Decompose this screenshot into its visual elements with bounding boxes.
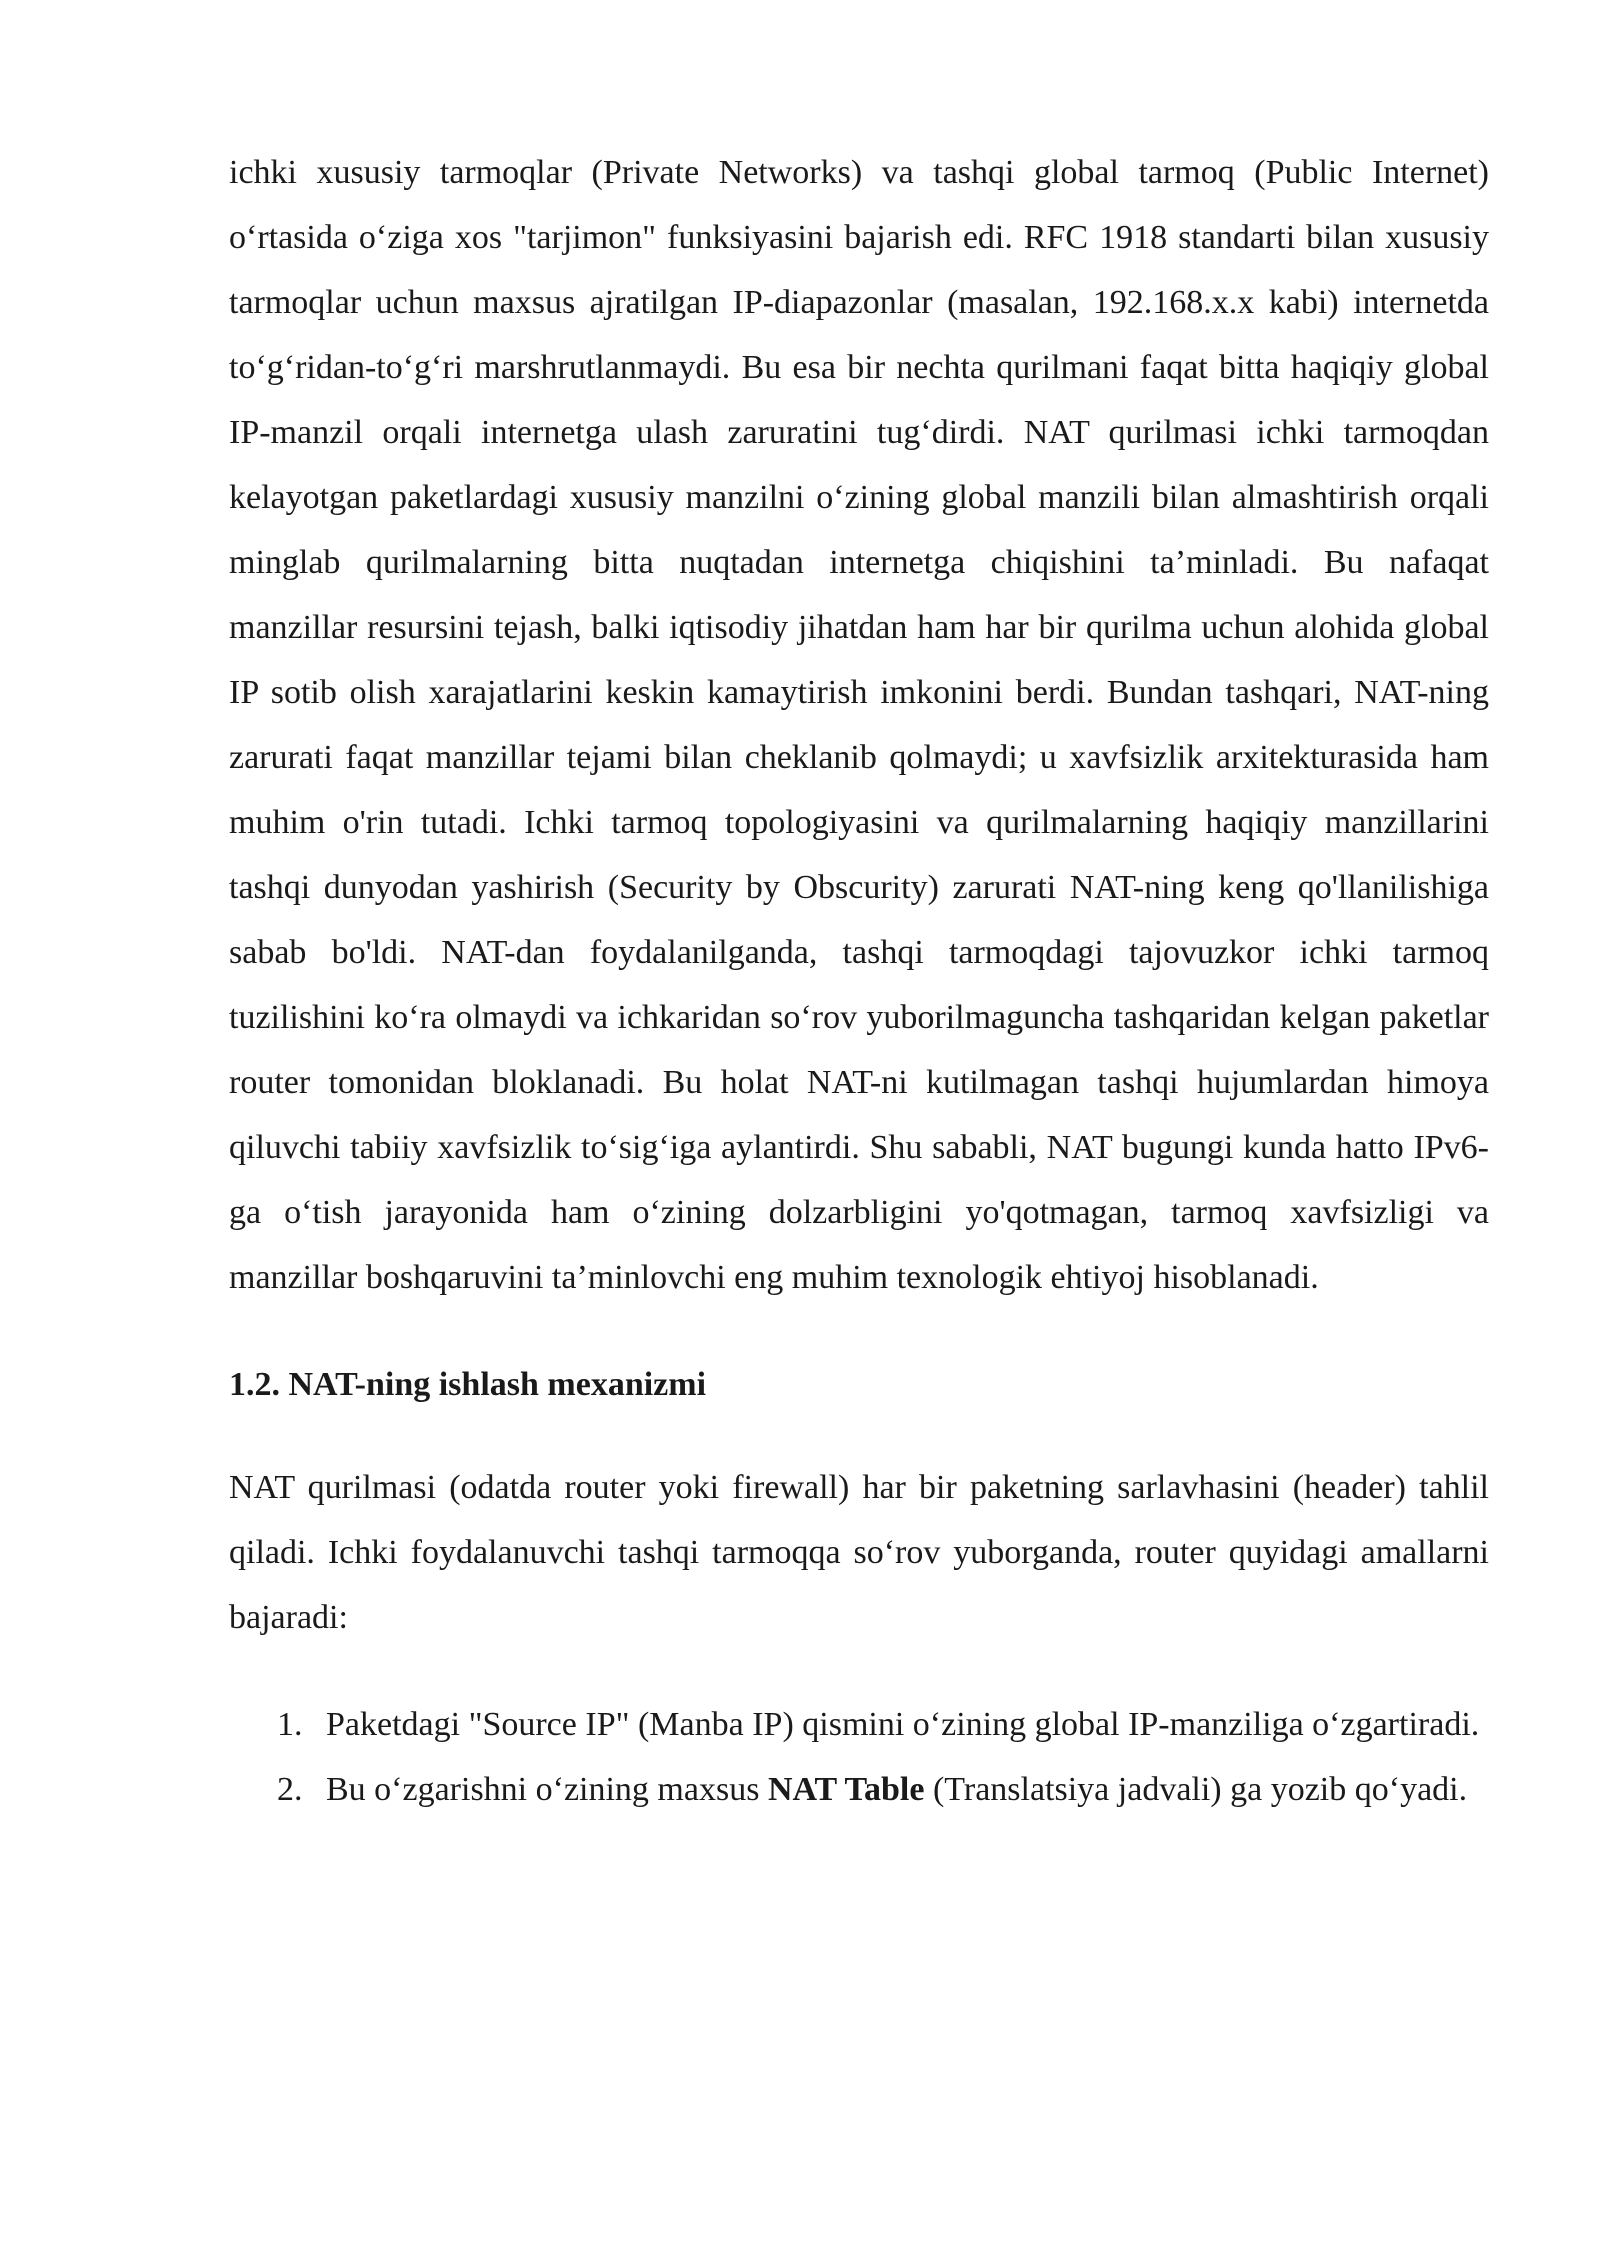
list-item — [229, 1757, 1489, 1822]
section-heading: 1.2. NAT-ning ishlash mexanizmi — [229, 1366, 707, 1403]
list-item-number: 1. — [277, 1706, 303, 1743]
nat-table-term: NAT Table — [767, 1771, 925, 1808]
intro-paragraph: ichki xususiy tarmoqlar (Private Networks) va tashqi global tarmoq (Public Internet) o‘rtasida o‘ziga xos "tarjimon" funksiyasini bajarish edi. RFC 1918 standarti bilan xususiy tarmoqlar uchun maxsus ajratilgan IP-diapazonlar (masalan, 192.168.x.x kabi) internetda to‘g‘ridan-to‘g‘ri marshrutlanmaydi. Bu esa bir nechta qurilmani faqat bitta haqiqiy global IP-manzil orqali internetga ulash zaruratini tug‘dirdi. NAT qurilmasi ichki tarmoqdan kelayotgan paketlardagi xususiy manzilni o‘zining global manzili bilan almashtirish orqali minglab qurilmalarning bitta nuqtadan internetga chiqishini ta’minladi. Bu nafaqat manzillar resursini tejash, balki iqtisodiy jihatdan ham har bir qurilma uchun alohida global IP sotib olish xarajatlarini keskin kamaytirish imkonini berdi. Bundan tashqari, NAT-ning zarurati faqat manzillar tejami bilan cheklanib qolmaydi; u xavfsizlik arxitekturasida ham muhim o'rin tutadi. Ichki tarmoq topologiyasini va qurilmalarning haqiqiy manzillarini tashqi dunyodan yashirish (Security by Obscurity) zarurati NAT-ning keng qo'llanilishiga sabab bo'ldi. NAT-dan foydalanilganda, tashqi tarmoqdagi tajovuzkor ichki tarmoq tuzilishini ko‘ra olmaydi va ichkaridan so‘rov yuborilmaguncha tashqaridan kelgan paketlar router tomonidan bloklanadi. Bu holat NAT-ni kutilmagan tashqi hujumlardan himoya qiluvchi tabiiy xavfsizlik to‘sig‘iga aylantirdi. Shu sababli, NAT bugungi kunda hatto IPv6-ga o‘tish jarayonida ham o‘zining dolzarbligini yo'qotmagan, tarmoq xavfsizligi va manzillar boshqaruvini ta’minlovchi eng muhim texnologik ehtiyoj hisoblanadi. — [229, 154, 1489, 1296]
steps-list — [229, 1692, 1489, 1822]
section-paragraph: NAT qurilmasi (odatda router yoki firewall) har bir paketning sarlavhasini (header) tahlil qiladi. Ichki foydalanuvchi tashqi tarmoqqa so‘rov yuborganda, router quyidagi amallarni bajaradi: — [229, 1469, 1489, 1636]
list-item-text: Paketdagi "Source IP" (Manba IP) qismini o‘zining global IP-manziliga o‘zgartiradi. — [326, 1706, 1480, 1743]
list-item-number: 2. — [277, 1771, 303, 1808]
list-item-text-after: (Translatsiya jadvali) ga yozib qo‘yadi. — [924, 1771, 1468, 1808]
list-item — [229, 1692, 1489, 1757]
page-content — [229, 140, 1489, 1822]
list-item-text-before: Bu o‘zgarishni o‘zining maxsus — [326, 1771, 768, 1808]
